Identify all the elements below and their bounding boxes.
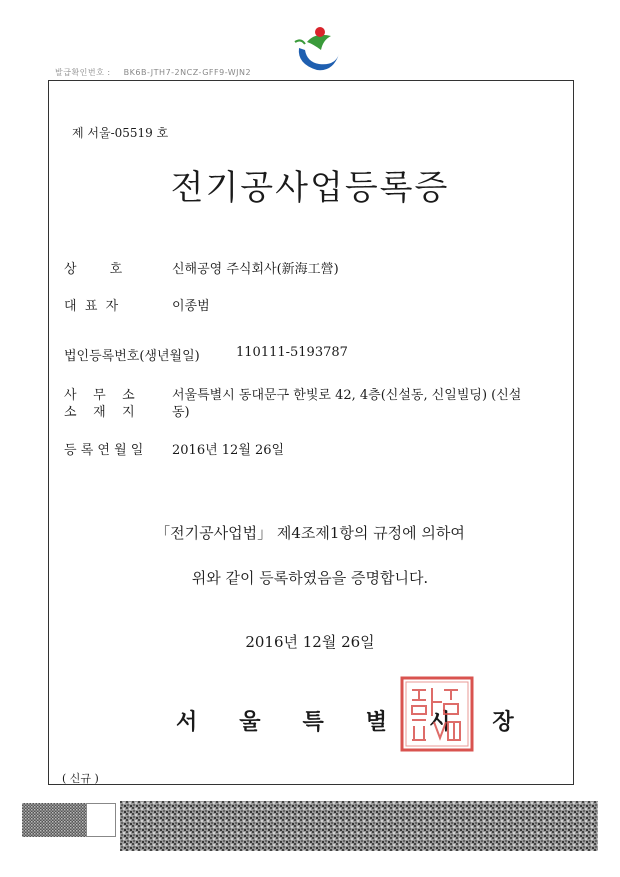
issuer-char: 시 — [429, 709, 451, 735]
verify-label: 발급확인번호 : — [55, 68, 111, 77]
barcode-blank-box — [86, 803, 116, 837]
body-text-line-2: 위와 같이 등록하였음을 증명합니다. — [191, 569, 429, 587]
field-value: 신해공영 주식회사(新海工營) — [172, 262, 339, 277]
field-value: 2016년 12월 26일 — [172, 443, 285, 458]
seoul-logo-icon — [293, 22, 345, 74]
field-label: 소 재 지 — [64, 405, 135, 420]
field-value: 110111-5193787 — [236, 345, 348, 360]
field-label: 법인등록번호(생년월일) — [64, 349, 200, 364]
verify-code: BK6B-JTH7-2NCZ-GFF9-WJN2 — [123, 68, 252, 77]
field-label: 등 록 연 월 일 — [64, 443, 144, 458]
issuer-char: 특 — [302, 709, 324, 735]
security-pattern-icon — [120, 801, 598, 851]
issuer-char: 장 — [492, 709, 514, 735]
issuer-char: 서 — [176, 709, 198, 735]
issuer-name — [176, 705, 556, 736]
field-label: 사 무 소 — [64, 388, 135, 403]
issuer-char: 울 — [239, 709, 261, 735]
official-seal-icon — [400, 676, 474, 752]
registration-number: 제 서울-05519 호 — [72, 126, 169, 140]
field-value: 이종범 — [172, 299, 210, 314]
issuer-char: 별 — [365, 709, 388, 735]
field-value: 서울특별시 동대문구 한빛로 42, 4층(신설동, 신일빌딩) (신설 — [172, 388, 522, 403]
field-label: 대 표 자 — [64, 299, 119, 314]
verification-line — [55, 67, 261, 78]
field-value: 동) — [172, 405, 190, 420]
registration-type: ( 신규 ) — [62, 772, 99, 785]
field-label: 상 호 — [64, 262, 123, 277]
barcode-pattern-icon — [22, 803, 86, 837]
certificate-title: 전기공사업등록증 — [170, 168, 450, 208]
issue-date: 2016년 12월 26일 — [245, 633, 375, 651]
body-text-line-1: 「전기공사업법」 제4조제1항의 규정에 의하여 — [155, 524, 465, 542]
